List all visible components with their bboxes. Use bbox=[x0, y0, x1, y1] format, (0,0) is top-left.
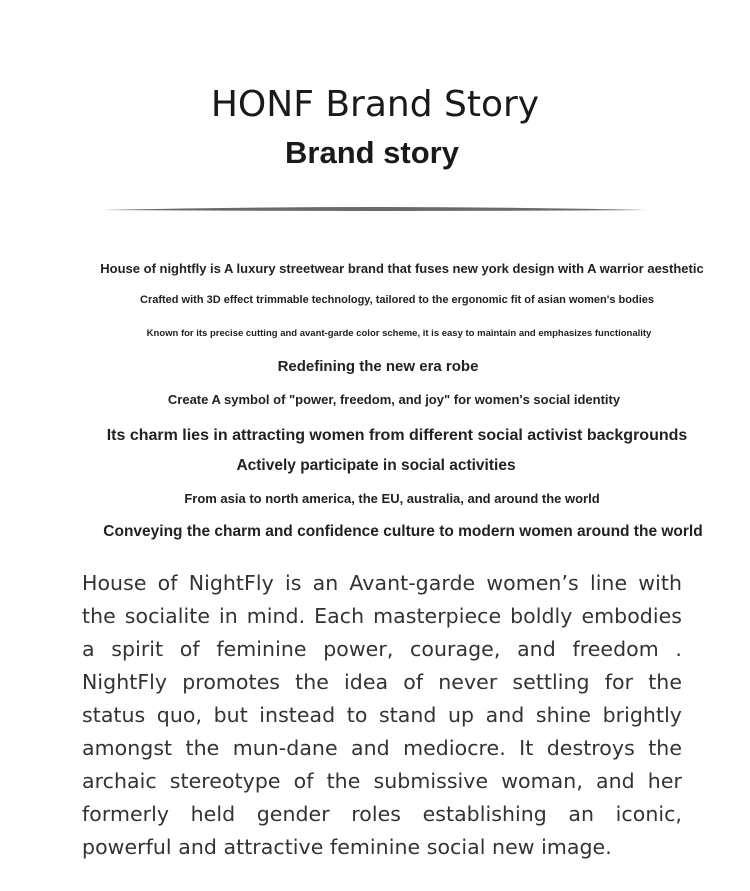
tagline-social-activities: Actively participate in social activities bbox=[236, 457, 516, 474]
brand-description-paragraph: House of NightFly is an Avant-garde women’s line with the socialite in mind. Each masterpiece boldly embodies a spirit of feminine power, courage, and freedom . NightFly promotes the idea of never settling for the status quo, but instead to stand up and shine brightly amongst the mun-dane and mediocre. It destroys the archaic stereotype of the submissive woman, and her formerly held gender roles establishing an iconic, powerful and attractive feminine social new image. bbox=[82, 571, 682, 859]
tagline-charm-attracting: Its charm lies in attracting women from different social activist backgrounds bbox=[106, 427, 688, 444]
tagline-precise-cutting: Known for its precise cutting and avant-garde color scheme, it is easy to maintain and emphasizes functionality bbox=[146, 328, 652, 339]
tapered-divider bbox=[104, 204, 646, 214]
tagline-around-world: From asia to north america, the EU, australia, and around the world bbox=[184, 491, 600, 506]
tagline-new-era-robe: Redefining the new era robe bbox=[277, 358, 479, 375]
tagline-symbol-power: Create A symbol of "power, freedom, and joy" for women's social identity bbox=[167, 392, 621, 407]
tagline-luxury-streetwear: House of nightfly is A luxury streetwear brand that fuses new york design with A warrior aesthetic bbox=[100, 261, 704, 276]
tagline-charm-confidence: Conveying the charm and confidence culture to modern women around the world bbox=[103, 523, 703, 540]
tagline-3d-technology: Crafted with 3D effect trimmable technology, tailored to the ergonomic fit of asian women's bodies bbox=[140, 294, 654, 306]
section-subtitle: Brand story bbox=[285, 135, 459, 170]
page-title: HONF Brand Story bbox=[210, 84, 540, 125]
